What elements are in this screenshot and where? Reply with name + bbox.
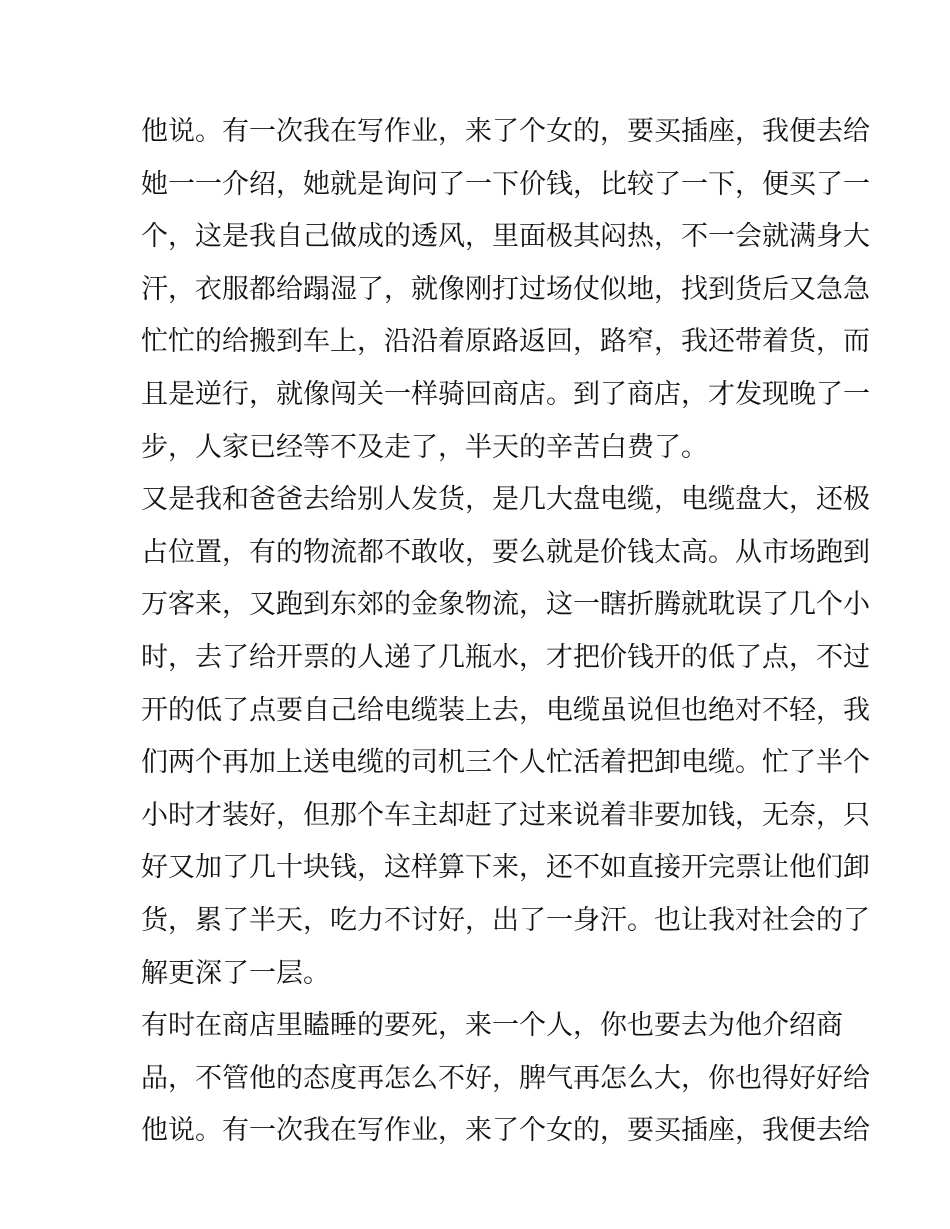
text-line: 他说。有一次我在写作业，来了个女的，要买插座，我便去给: [141, 116, 870, 147]
text-line: 货，累了半天，吃力不讨好，出了一身汗。也让我对社会的了: [141, 904, 870, 936]
text-line: 忙忙的给搬到车上，沿沿着原路返回，路窄，我还带着货，而: [141, 326, 870, 358]
text-line: 万客来，又跑到东郊的金象物流，这一瞎折腾就耽误了几个小: [141, 589, 870, 621]
document-body: [141, 106, 870, 1158]
text-line: 们两个再加上送电缆的司机三个人忙活着把卸电缆。忙了半个: [141, 747, 870, 779]
text-line: 占位置，有的物流都不敢收，要么就是价钱太高。从市场跑到: [141, 536, 870, 568]
text-line: 好又加了几十块钱，这样算下来，还不如直接开完票让他们卸: [141, 852, 870, 884]
text-line: 小时才装好，但那个车主却赶了过来说着非要加钱，无奈，只: [141, 799, 870, 831]
text-line: 她一一介绍，她就是询问了一下价钱，比较了一下，便买了一: [141, 168, 870, 200]
text-line: 开的低了点要自己给电缆装上去，电缆虽说但也绝对不轻，我: [141, 694, 870, 726]
text-line: 有时在商店里瞌睡的要死，来一个人，你也要去为他介绍商: [141, 1010, 843, 1042]
text-line: 时，去了给开票的人递了几瓶水，才把价钱开的低了点，不过: [141, 641, 870, 673]
text-line: 他说。有一次我在写作业，来了个女的，要买插座，我便去给: [141, 1115, 870, 1147]
text-line: 汗，衣服都给蹋湿了，就像刚打过场仗似地，找到货后又急急: [141, 273, 870, 305]
text-line: 且是逆行，就像闯关一样骑回商店。到了商店，才发现晚了一: [141, 378, 870, 410]
text-line: 个，这是我自己做成的透风，里面极其闷热，不一会就满身大: [141, 221, 870, 253]
text-line: 品，不管他的态度再怎么不好，脾气再怎么大，你也得好好给: [141, 1062, 870, 1094]
text-line: 解更深了一层。: [141, 957, 330, 989]
text-line: 步，人家已经等不及走了，半天的辛苦白费了。: [141, 431, 708, 463]
text-line: 又是我和爸爸去给别人发货，是几大盘电缆，电缆盘大，还极: [141, 484, 870, 516]
